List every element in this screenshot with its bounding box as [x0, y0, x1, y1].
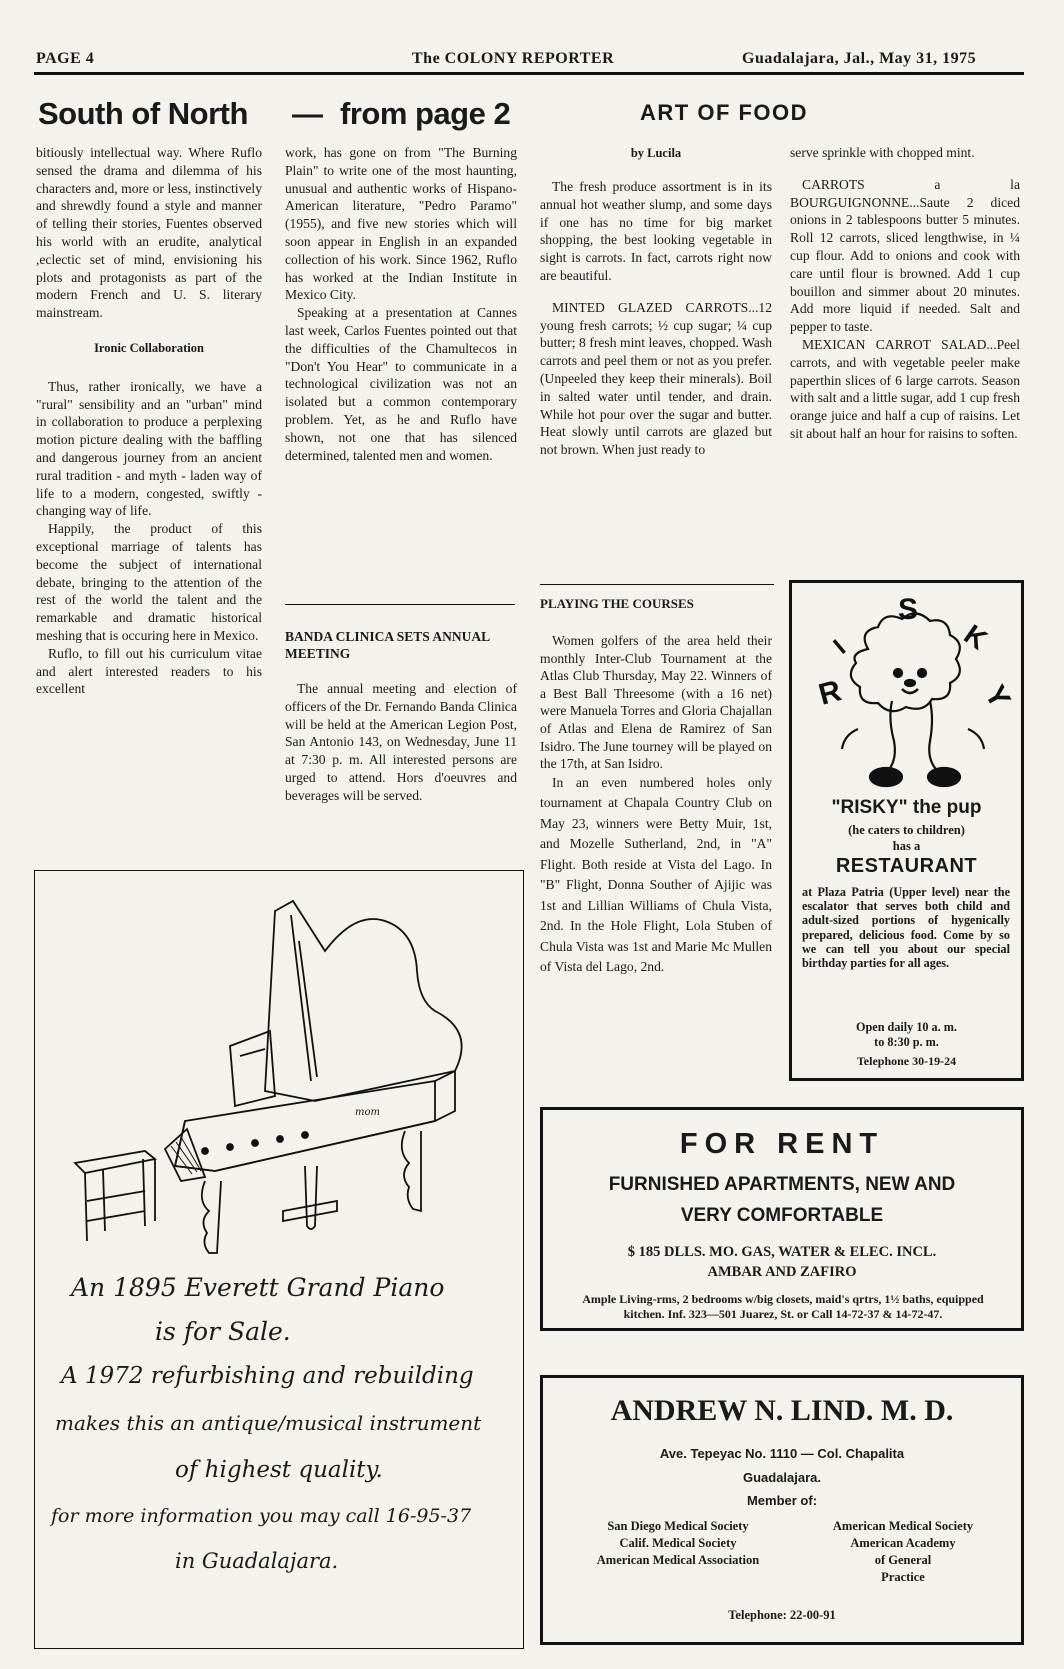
ironic-collaboration-subhead: Ironic Collaboration	[94, 340, 204, 355]
south-of-north-column-1	[36, 144, 262, 698]
risky-title: "RISKY" the pup	[831, 797, 982, 818]
article-paragraph: Women golfers of the area held their monthly Inter-Club Tournament at the Atlas Club Thursday, May 22. Winners of a Best Ball Threesome (with a 16 net) were Manuela Torres and Gloria Chajallan of Atlas and Elena de Ramirez of San Isidro. The June tourney will be played on the 17th, at San Isidro.	[540, 633, 772, 772]
banda-article	[285, 680, 517, 805]
art-of-food-column-1	[540, 178, 772, 459]
membership: San Diego Medical Society	[607, 1519, 749, 1533]
doctor-name: ANDREW N. LIND. M. D.	[610, 1394, 954, 1427]
logo-letter: R	[815, 674, 845, 712]
piano-for-sale-ad	[34, 870, 524, 1649]
headline-dash: —	[292, 96, 323, 131]
piano-line-3: A 1972 refurbishing and rebuilding	[61, 1363, 474, 1389]
art-of-food-byline: by Lucila	[630, 146, 682, 160]
logo-letter: K	[958, 618, 993, 656]
member-of-label: Member of:	[746, 1493, 818, 1508]
art-of-food-column-2	[790, 144, 1020, 443]
memberships-left	[563, 1518, 793, 1569]
art-of-food-headline: ART OF FOOD	[640, 100, 809, 125]
risky-restaurant-ad	[789, 580, 1024, 1081]
south-of-north-column-2	[285, 144, 517, 464]
logo-letter: S	[898, 593, 919, 626]
risky-restaurant-label: RESTAURANT	[835, 855, 978, 877]
for-rent-title: FOR RENT	[679, 1128, 885, 1160]
membership: Calif. Medical Society	[619, 1536, 737, 1550]
article-paragraph: The annual meeting and election of officers of the Dr. Fernando Banda Clinica will be held at the American Legion Post, San Antonio 143, on Wednesday, June 11 at 7:30 p. m. All interested persons are urged to attend. Hors d'oeuvres and beverages will be served.	[285, 681, 517, 803]
south-of-north-headline-left: South of North	[38, 96, 248, 131]
for-rent-location: AMBAR AND ZAFIRO	[707, 1264, 857, 1280]
article-paragraph: bitiously intellectual way. Where Ruflo sensed the drama and dilemma of his characters and, more or less, instinctively and shrewdly found a style and manner of telling their stories, Fuentes observed his world with an erudite, analytical ,eclectic set of mind, envisioning his plots and protagonists as part of the modern French and U. S. literary mainstream.	[36, 145, 262, 321]
south-of-north-headline-right: from page 2	[340, 96, 511, 131]
piano-line-7: in Guadalajara.	[175, 1549, 339, 1573]
logo-letter: I	[828, 634, 851, 660]
piano-line-1: An 1895 Everett Grand Piano	[71, 1273, 445, 1302]
doctor-phone: Telephone: 22-00-91	[728, 1608, 836, 1622]
article-paragraph: In an even numbered holes only tournament at Chapala Country Club on May 23, winners were Betty Muir, 1st, and Mozelle Sutherland, 2nd, in "A" Flight. Both reside at Vista del Lago. In "B" Flight, Donna Souther of Ajijic was 1st and Lillian Williams of Chula Vista, 2nd. In the Hole Flight, Lola Stuben of Chula Vista was 1st and Marie Mc Mullen of Vista del Lago, 2nd.	[540, 774, 772, 975]
for-rent-sub-2: VERY COMFORTABLE	[680, 1205, 884, 1226]
courses-headline: PLAYING THE COURSES	[540, 596, 694, 611]
risky-body: at Plaza Patria (Upper level) near the escalator that serves both child and adult-sized portions of hygenically prepared, delicious food. Come by so we can tell you about our special birthday parties for all ages.	[802, 885, 1010, 971]
for-rent-sub-1: FURNISHED APARTMENTS, NEW AND	[608, 1174, 956, 1195]
article-paragraph: Happily, the product of this exceptional marriage of talents has become the subject of international debate, bringing to the attention of the rest of the world the talent and the remarkable and dramatic historical meshing that is occuring here in Mexico.	[36, 521, 262, 643]
article-paragraph: Thus, rather ironically, we have a "rural" sensibility and an "urban" mind in collaboration to produce a perplexing motion picture dealing with the baffling and dangerous journey from an ancient rural tradition - and myth - laden way of life to a modern, congested, swiftly - changing way of life.	[36, 378, 262, 519]
piano-line-5: of highest quality.	[175, 1457, 383, 1483]
article-paragraph: The fresh produce assortment is in its annual hot weather slump, and some days if one has no time for big market shopping, the best looking vegetable in sight is carrots. In fact, carrots right now are beautiful.	[540, 179, 772, 283]
for-rent-price: $ 185 DLLS. MO. GAS, WATER & ELEC. INCL.	[627, 1244, 937, 1260]
doctor-address: Ave. Tepeyac No. 1110 — Col. Chapalita	[659, 1446, 905, 1461]
doctor-city: Guadalajara.	[742, 1470, 822, 1485]
banda-headline: BANDA CLINICA SETS ANNUAL MEETING	[285, 629, 490, 661]
risky-phone: Telephone 30-19-24	[856, 1054, 957, 1068]
article-paragraph: MEXICAN CARROT SALAD...Peel carrots, and with vegetable peeler make paperthin slices of 6 large carrots. Season with salt and a little sugar, add 1 cup fresh orange juice and half a cup of raisins. Let sit about half an hour for raisins to soften.	[790, 336, 1020, 441]
courses-article	[540, 632, 772, 978]
article-paragraph: serve sprinkle with chopped mint.	[790, 145, 975, 160]
page-number: PAGE 4	[36, 50, 95, 67]
article-paragraph: CARROTS a la BOURGUIGNONNE...Saute 2 diced onions in 2 tablespoons butter 5 minutes. Roll 12 carrots, sliced lengthwise, in ¼ cup flour. Add to onions and cook with care until flour is browned. Add 1 cup bouillon and simmer about 20 minutes. Add more liquid if needed. Salt and pepper to taste.	[790, 176, 1020, 335]
membership: American Academy	[850, 1536, 956, 1550]
membership: American Medical Society	[832, 1519, 974, 1533]
membership: American Medical Association	[596, 1553, 760, 1567]
logo-letter: Y	[977, 680, 1017, 714]
masthead-rule	[34, 72, 1024, 75]
risky-subtitle: (he caters to children)	[848, 823, 965, 837]
for-rent-details: Ample Living-rms, 2 bedrooms w/big closets, maid's qrtrs, 1½ baths, equipped kitchen. Inf. 323—501 Juarez, St. or Call 14-72-37 & 14-72-47.	[582, 1292, 984, 1321]
artist-signature: mom	[355, 1107, 380, 1118]
courses-top-rule	[540, 584, 774, 585]
article-paragraph: Speaking at a presentation at Cannes last week, Carlos Fuentes pointed out that the difficulties of the Chamultecos in "Don't You Hear" to communicate in a technological civilization was not an isolated but a common contemporary problem. Yet, as he and Ruflo have shown, not one that has silenced determined, talented men and women.	[285, 305, 517, 463]
andrew-lind-md-ad	[540, 1375, 1024, 1645]
membership: of General	[874, 1553, 932, 1567]
article-paragraph: work, has gone on from "The Burning Plain" to write one of the most haunting, unusual and authentic works of Hispano-American literature, "Pedro Paramo" (1955), and five new stories which will soon appear in English in an expanded collection of his work. Since 1962, Ruflo has worked at the Indian Institute in Mexico City.	[285, 145, 517, 303]
article-paragraph: Ruflo, to fill out his curriculum vitae and alert interested readers to his excellent	[36, 645, 262, 697]
for-rent-ad	[540, 1107, 1024, 1331]
article-paragraph: MINTED GLAZED CARROTS...12 young fresh carrots; ½ cup sugar; ¼ cup butter; 8 fresh mint leaves, chopped. Wash carrots and peel them or not as you prefer. (Unpeeled they keep their minerals). Boil in salted water until tender, and drain. While hot pour over the sugar and butter. Heat slowly until carrots are glazed but not brown. When just ready to	[540, 299, 772, 458]
newspaper-name: The COLONY REPORTER	[412, 50, 615, 67]
piano-line-2: is for Sale.	[155, 1317, 291, 1346]
grand-piano-icon	[55, 881, 505, 1261]
risky-has-a: has a	[892, 839, 921, 853]
piano-line-4: makes this an antique/musical instrument	[55, 1411, 482, 1435]
dateline: Guadalajara, Jal., May 31, 1975	[742, 50, 977, 67]
banda-top-rule	[285, 604, 515, 605]
membership: Practice	[881, 1570, 925, 1584]
piano-line-6: for more information you may call 16-95-37	[51, 1505, 472, 1527]
risky-pup-logo	[798, 589, 1018, 799]
memberships-right	[793, 1518, 1013, 1586]
risky-hours-2: to 8:30 p. m.	[874, 1035, 939, 1049]
risky-hours-1: Open daily 10 a. m.	[856, 1020, 957, 1034]
